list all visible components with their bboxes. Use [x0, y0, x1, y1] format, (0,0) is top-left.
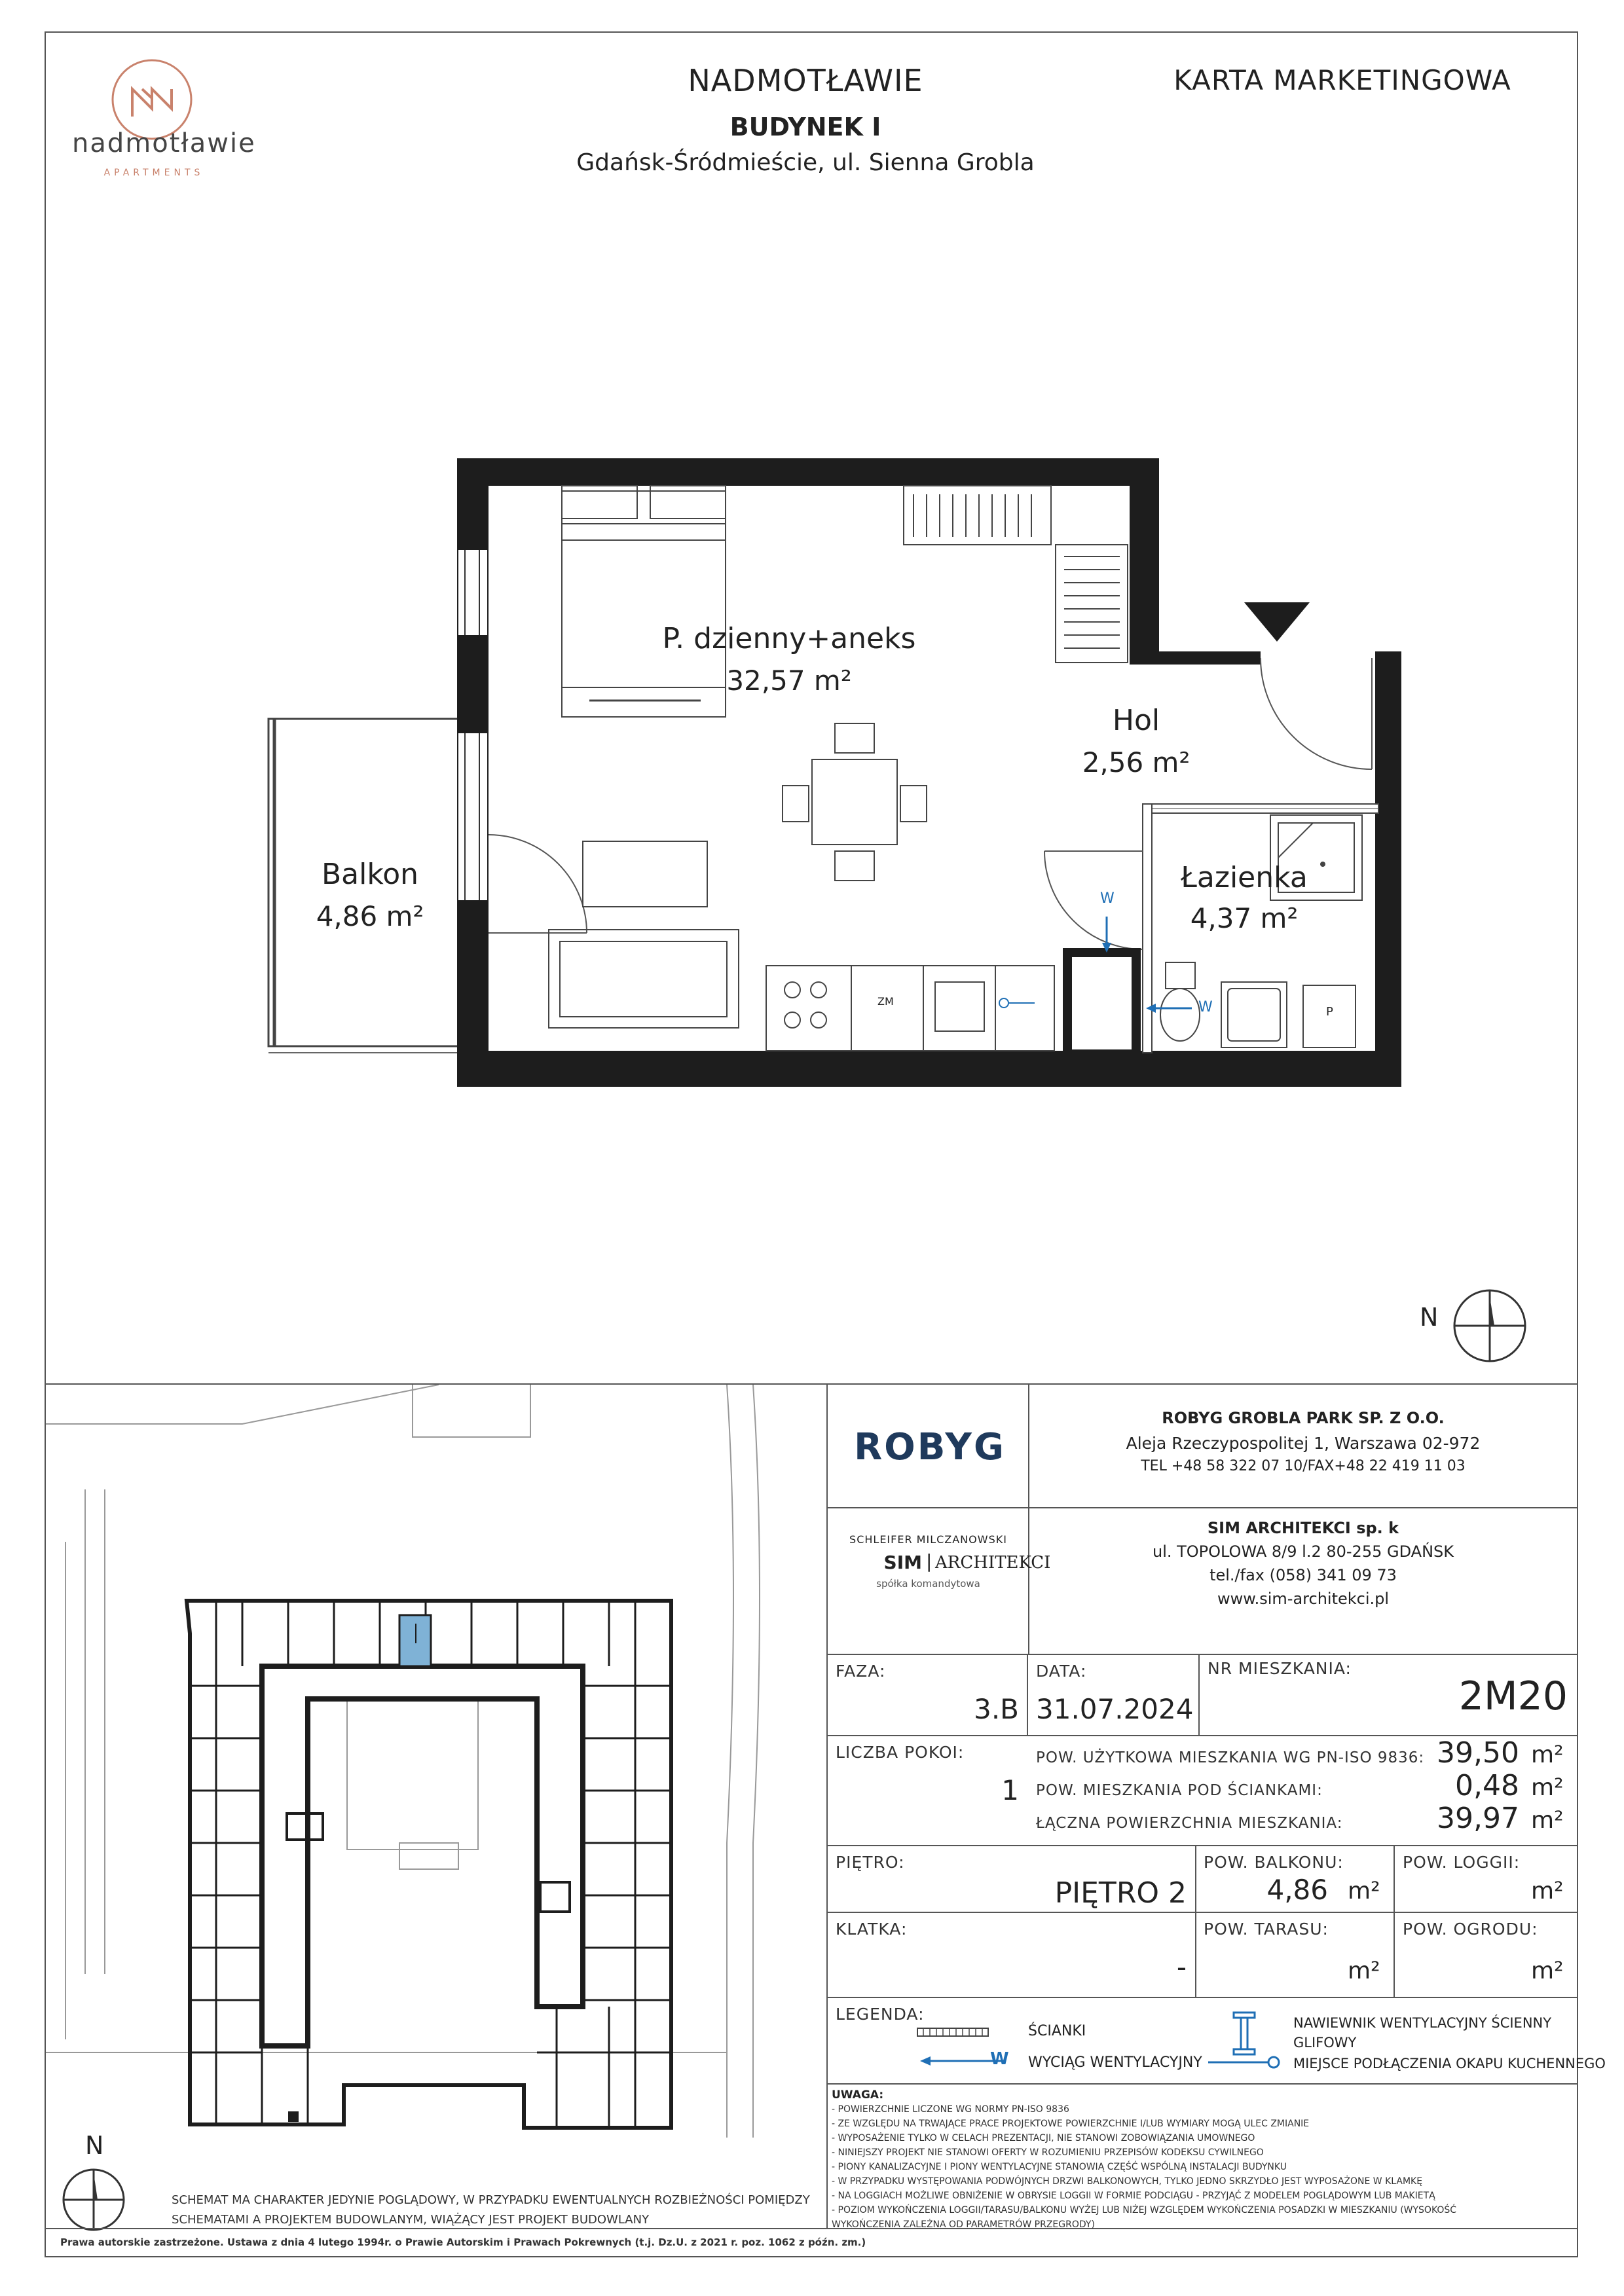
architect-address: ul. TOPOLOWA 8/9 l.2 80-255 GDAŃSK — [1152, 1542, 1454, 1561]
card-title: KARTA MARKETINGOWA — [1173, 64, 1511, 96]
floor-plan — [249, 432, 1414, 1106]
okap-icon — [1208, 2054, 1280, 2070]
loggia-label: POW. LOGGII: — [1403, 1853, 1521, 1872]
loggia-unit: m² — [1531, 1878, 1564, 1904]
floor-plan-drawing — [249, 432, 1414, 1106]
hall-area: 2,56 m² — [1082, 746, 1190, 778]
scianki-icon — [917, 2026, 989, 2039]
note-item: - W PRZYPADKU WYSTĘPOWANIA PODWÓJNYCH DRZWI BALKONOWYCH, TYLKO JEDNO SKRZYDŁO JEST WYPOSAŻONE W KLAMKĘ — [832, 2176, 1423, 2187]
company-address: Aleja Rzeczypospolitej 1, Warszawa 02-972 — [1126, 1434, 1481, 1453]
divider — [826, 1912, 1578, 1913]
sciankami-unit: m² — [1531, 1774, 1564, 1801]
laczna-label: ŁĄCZNA POWIERZCHNIA MIESZKANIA: — [1036, 1815, 1343, 1832]
balcony-area: 4,86 m² — [316, 900, 424, 932]
sciankami-label: POW. MIESZKANIA POD ŚCIANKAMI: — [1036, 1782, 1323, 1799]
note-item: - POWIERZCHNIE LICZONE WG NORMY PN-ISO 9836 — [832, 2104, 1069, 2115]
sciankami-value: 0,48 — [1455, 1769, 1519, 1802]
logo-icon — [72, 52, 256, 183]
architect-logo-bar: | — [926, 1550, 932, 1572]
faza-label: FAZA: — [836, 1662, 886, 1681]
klatka-label: KLATKA: — [836, 1920, 908, 1939]
building-title: BUDYNEK I — [729, 113, 881, 141]
compass-icon — [1447, 1283, 1532, 1368]
legend-wyciag-w: W — [990, 2049, 1009, 2069]
architect-logo-top: SCHLEIFER MILCZANOWSKI — [849, 1533, 1007, 1546]
disclaimer-line-1: SCHEMAT MA CHARAKTER JEDYNIE POGLĄDOWY, W PRZYPADKU EWENTUALNYCH ROZBIEŻNOŚCI POMIĘDZY — [172, 2193, 810, 2207]
ogrod-unit: m² — [1531, 1958, 1564, 1984]
note-item: - WYPOSAŻENIE TYLKO W CELACH PREZENTACJI, NIE STANOWI ZOBOWIĄZANIA UMOWNEGO — [832, 2133, 1255, 2143]
data-value: 31.07.2024 — [1036, 1693, 1194, 1725]
logo-name: nadmotławie — [72, 128, 256, 158]
vent-label-2: W — [1198, 999, 1213, 1015]
divider — [1198, 1654, 1200, 1735]
divider — [1393, 1845, 1395, 1997]
company-phone: TEL +48 58 322 07 10/FAX+48 22 419 11 03 — [1141, 1458, 1466, 1474]
legend-wyciag: WYCIĄG WENTYLACYJNY — [1028, 2054, 1202, 2071]
bathroom-area: 4,37 m² — [1190, 902, 1299, 934]
notes-title: UWAGA: — [832, 2088, 884, 2102]
legend-nawiewnik-2: GLIFOWY — [1293, 2035, 1357, 2050]
pietro-value: PIĘTRO 2 — [1054, 1876, 1187, 1910]
copyright-line: Prawa autorskie zastrzeżone. Ustawa z dnia 4 lutego 1994r. o Prawie Autorskim i Prawach Pokrewnych (t.j. Dz.U. z 2021 r. poz. 1062 z późn. zm.) — [60, 2236, 866, 2248]
compass-icon-bottom — [58, 2164, 130, 2236]
laczna-unit: m² — [1531, 1807, 1564, 1834]
site-plan — [46, 1385, 825, 2138]
architect-logo-sim: SIM — [883, 1552, 922, 1573]
robyg-logo: ROBYG — [854, 1426, 1006, 1468]
divider — [1028, 1383, 1029, 1654]
note-item: - PIONY KANALIZACYJNE I PIONY WENTYLACYJNE STANOWIĄ CZĘŚĆ WSPÓLNĄ INSTALACJI BUDYNKU — [832, 2162, 1287, 2172]
north-label-top: N — [1420, 1303, 1439, 1332]
faza-value: 3.B — [974, 1693, 1019, 1725]
fridge-label: ZM — [877, 995, 894, 1008]
legend-nawiewnik: NAWIEWNIK WENTYLACYJNY ŚCIENNY — [1293, 2015, 1552, 2031]
info-left-border — [826, 1383, 828, 2228]
architect-name: SIM ARCHITEKCI sp. k — [1207, 1519, 1399, 1537]
divider — [826, 1654, 1578, 1655]
uzytkowa-unit: m² — [1531, 1741, 1564, 1768]
architect-logo-arch: ARCHITEKCI — [935, 1553, 1051, 1573]
taras-label: POW. TARASU: — [1204, 1920, 1329, 1939]
uzytkowa-value: 39,50 — [1437, 1736, 1519, 1770]
hall-name: Hol — [1112, 704, 1160, 737]
architect-phone: tel./fax (058) 341 09 73 — [1209, 1566, 1397, 1584]
divider — [1195, 1845, 1196, 1997]
balkon-label: POW. BALKONU: — [1204, 1853, 1344, 1872]
pokoje-label: LICZBA POKOI: — [836, 1743, 965, 1762]
uzytkowa-label: POW. UŻYTKOWA MIESZKANIA WG PN-ISO 9836: — [1036, 1749, 1425, 1766]
balkon-unit: m² — [1348, 1878, 1380, 1904]
note-item: - POZIOM WYKOŃCZENIA LOGGII/TARASU/BALKONU WYŻEJ LUB NIŻEJ WZGLĘDEM WYKOŃCZENIA POSADZKI W MIESZKANIU (WYSOKOŚĆ — [832, 2205, 1457, 2215]
nr-label: NR MIESZKANIA: — [1208, 1659, 1352, 1678]
living-room-name: P. dzienny+aneks — [662, 622, 916, 655]
address-line: Gdańsk-Śródmieście, ul. Sienna Grobla — [576, 149, 1035, 176]
divider — [826, 1997, 1578, 1998]
taras-unit: m² — [1348, 1958, 1380, 1984]
legend-scianki: ŚCIANKI — [1028, 2023, 1086, 2039]
vent-label-1: W — [1100, 890, 1115, 907]
nawiewnik-icon — [1231, 2011, 1257, 2057]
klatka-value: - — [1176, 1951, 1187, 1983]
disclaimer-line-2: SCHEMATAMI A PROJEKTEM BUDOWLANYM, WIĄŻĄCY JEST PROJEKT BUDOWLANY — [172, 2213, 650, 2227]
divider — [1027, 1654, 1028, 1735]
note-item: - ZE WZGLĘDU NA TRWAJĄCE PRACE PROJEKTOWE POWIERZCHNIE I/LUB WYMIARY MOGĄ ULEC ZMIANIE — [832, 2119, 1310, 2129]
logo-subtitle: APARTMENTS — [103, 168, 204, 178]
bathroom-name: Łazienka — [1181, 861, 1308, 894]
data-label: DATA: — [1036, 1662, 1087, 1681]
legend-okap: MIEJSCE PODŁĄCZENIA OKAPU KUCHENNEGO — [1293, 2056, 1606, 2071]
logo-block — [72, 52, 256, 183]
pietro-label: PIĘTRO: — [836, 1853, 905, 1872]
nr-value: 2M20 — [1458, 1673, 1568, 1719]
divider — [826, 2083, 1578, 2085]
architect-logo-sub: spółka komandytowa — [876, 1578, 980, 1590]
note-item: - NA LOGGIACH MOŻLIWE OBNIŻENIE W OBRYSIE LOGGII W FORMIE PODCIĄGU - PRZYJĄĆ Z MODELEM POGLĄDOWYM LUB MAKIETĄ — [832, 2191, 1435, 2201]
living-room-area: 32,57 m² — [726, 665, 852, 697]
pokoje-value: 1 — [1001, 1774, 1019, 1806]
divider — [826, 1507, 1578, 1508]
balkon-value: 4,86 — [1266, 1874, 1328, 1906]
divider — [826, 1845, 1578, 1846]
balcony-name: Balkon — [321, 858, 419, 891]
site-plan-drawing — [46, 1385, 825, 2138]
project-title: NADMOTŁAWIE — [688, 63, 923, 98]
architect-web: www.sim-architekci.pl — [1217, 1590, 1390, 1608]
laczna-value: 39,97 — [1437, 1802, 1519, 1835]
sink-p-label: P — [1326, 1005, 1333, 1019]
company-name: ROBYG GROBLA PARK SP. Z O.O. — [1162, 1409, 1445, 1427]
note-item: - NINIEJSZY PROJEKT NIE STANOWI OFERTY W ROZUMIENIU PRZEPISÓW KODEKSU CYWILNEGO — [832, 2147, 1264, 2158]
legend-title: LEGENDA: — [836, 2005, 925, 2024]
note-item: WYKOŃCZENIA ZALEŻNA OD PARAMETRÓW PRZEGRODY) — [832, 2219, 1095, 2230]
ogrod-label: POW. OGRODU: — [1403, 1920, 1538, 1939]
info-bottom-border — [45, 2228, 1578, 2229]
north-label-bottom: N — [85, 2131, 104, 2160]
